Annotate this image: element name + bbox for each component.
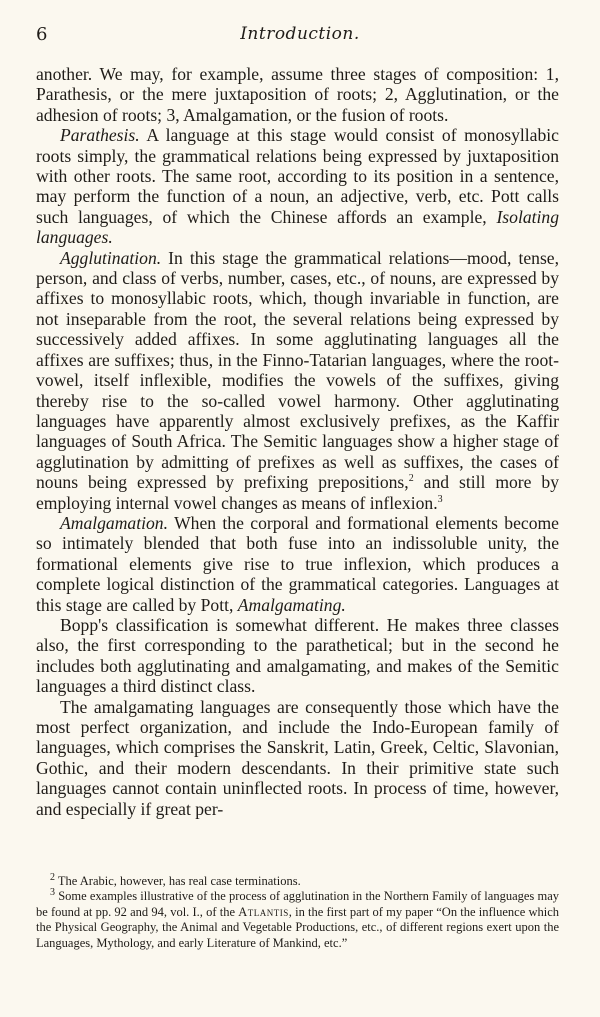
- body-text: [36, 64, 559, 819]
- paragraph-bopp-classification: Bopp's classification is somewhat different. He makes three classes also, the first corresponding to the parathetical; but in the second he includes both agglutinating and amalgamating, and makes of the Semitic languages a third distinct class.: [36, 614, 559, 697]
- page-header: [36, 24, 564, 48]
- footnote-mark-2: 2: [50, 871, 55, 883]
- footnote-2: $^2$ The Arabic, however, has real case terminations.: [50, 871, 301, 888]
- footnote-ref-3[interactable]: 3: [437, 493, 443, 505]
- running-title: Introduction.: [240, 24, 360, 44]
- term-isolating-languages: Isolating languages.: [36, 206, 559, 248]
- paragraph-amalgamation: Amalgamation. When the corporal and formational elements become so intimately blended that both fuse into an indissoluble unity, the formational elements give rise to true inflexion, which produces a complete logical distinction of the grammatical categories. Languages at this stage are called by Pott, Amalgamating.: [36, 512, 559, 615]
- footnote-mark-3: 3: [50, 887, 55, 899]
- journal-name-atlantis: Atlantis: [238, 904, 289, 919]
- section-heading-amalgamation: Amalgamation.: [60, 512, 169, 533]
- page-number: 6: [36, 24, 48, 45]
- footnote-3: $^3$ Some examples illustrative of the process of agglutination in the Northern Family of languages may be found at pp. 92 and 94, vol. I., of the Atlantis, in the first part of my paper “On the influence which the Physical Geography, the Animal and Vegetable Productions, etc., of different regions exert upon the Languages, Mythology, and early Literature of Mankind, etc.”: [36, 887, 560, 950]
- paragraph-parathesis: Parathesis. A language at this stage would consist of monosyllabic roots simply, the grammatical relations being expressed by juxtaposition with other roots. The same root, according to its position in a sentence, may perform the function of a noun, an adjective, verb, etc. Pott calls such languages, of which the Chinese affords an example, Isolating languages.: [36, 125, 559, 248]
- section-heading-agglutination: Agglutination.: [60, 247, 162, 268]
- footnotes: [36, 871, 560, 951]
- section-heading-parathesis: Parathesis.: [60, 125, 140, 146]
- paragraph-agglutination: Agglutination. In this stage the grammatical relations—mood, tense, person, and class of verbs, number, cases, etc., of nouns, are expressed by affixes to monosyllabic roots, which, though invariable in function, are not inseparable from the root, the several relations being expressed by successively added affixes. In some agglutinating languages all the affixes are suffixes; thus, in the Finno-Tatarian languages, where the root-vowel, itself inflexible, modifies the vowels of the suffixes, giving thereby rise to the so-called vowel harmony. Other agglutinating languages have apparently almost exclusively prefixes, as the Kaffir languages of South Africa. The Semitic languages show a higher stage of agglutination by admitting of prefixes as well as suffixes, the cases of nouns being expressed by prefixing prepositions,$^2$ and still more by employing internal vowel changes as means of inflexion.$^3$: [36, 247, 560, 513]
- footnote-ref-2[interactable]: 2: [408, 473, 414, 485]
- paragraph-amalgamating-languages: The amalgamating languages are consequently those which have the most perfect organization, and include the Indo-European family of languages, which comprises the Sanskrit, Latin, Greek, Celtic, Slavonian, Gothic, and their modern descendants. In their primitive state such languages cannot contain uninflected roots. In process of time, however, and especially if great per-: [36, 696, 559, 819]
- term-amalgamating: Amalgamating.: [237, 594, 346, 615]
- paragraph-continuation: another. We may, for example, assume three stages of composition: 1, Parathesis, or the mere juxtaposition of roots; 2, Agglutination, or the adhesion of roots; 3, Amalgamation, or the fusion of roots.: [36, 64, 559, 125]
